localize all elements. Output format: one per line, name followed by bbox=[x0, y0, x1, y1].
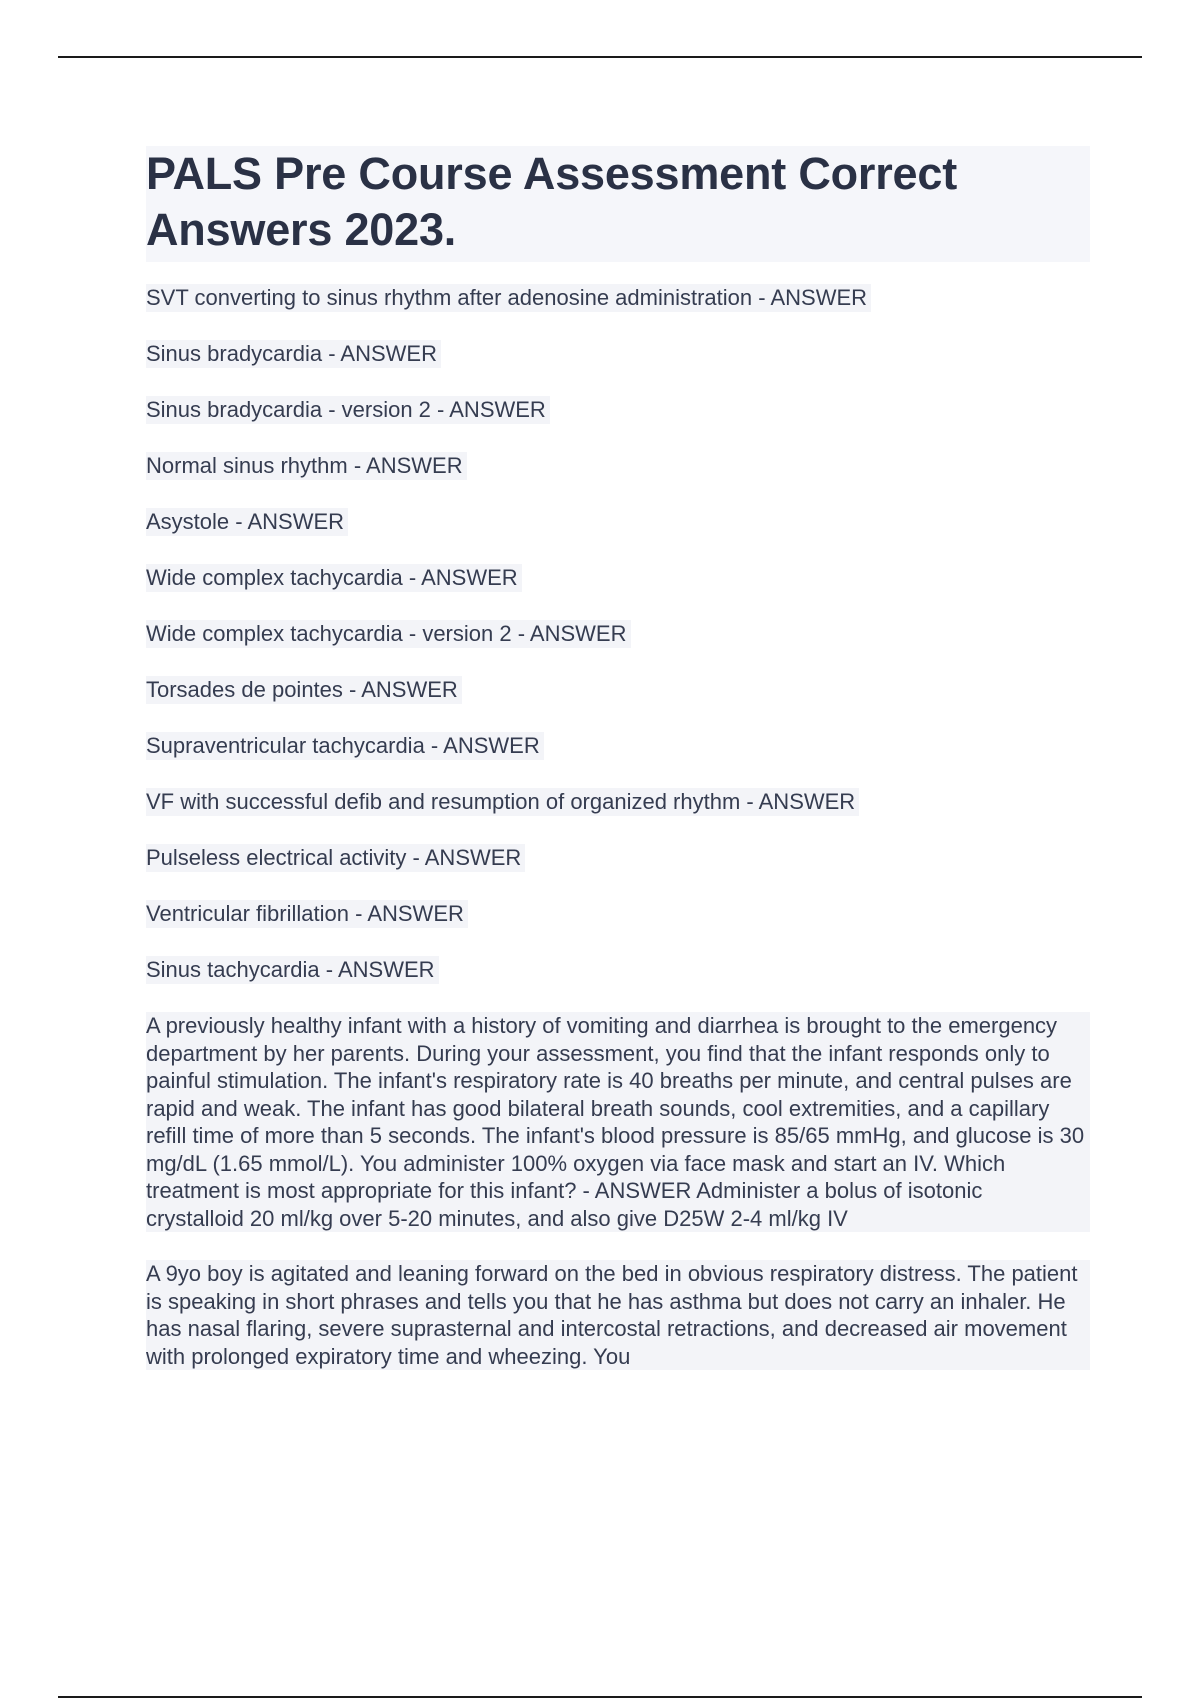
list-item bbox=[146, 788, 1090, 816]
list-item bbox=[146, 620, 1090, 648]
list-item-text: Normal sinus rhythm - ANSWER bbox=[146, 452, 467, 480]
list-item bbox=[146, 284, 1090, 312]
question-text: A 9yo boy is agitated and leaning forward on the bed in obvious respiratory distress. The patient is speaking in short phrases and tells you that he has asthma but does not carry an inhaler. He has nasal flaring, severe suprasternal and intercostal retractions, and decreased air movement with prolonged expiratory time and wheezing. You bbox=[146, 1260, 1090, 1370]
list-item-text: Sinus tachycardia - ANSWER bbox=[146, 956, 439, 984]
question-text: A previously healthy infant with a history of vomiting and diarrhea is brought to the emergency department by her parents. During your assessment, you find that the infant responds only to painful stimulation. The infant's respiratory rate is 40 breaths per minute, and central pulses are rapid and weak. The infant has good bilateral breath sounds, cool extremities, and a capillary refill time of more than 5 seconds. The infant's blood pressure is 85/65 mmHg, and glucose is 30 mg/dL (1.65 mmol/L). You administer 100% oxygen via face mask and start an IV. Which treatment is most appropriate for this infant? - ANSWER Administer a bolus of isotonic crystalloid 20 ml/kg over 5-20 minutes, and also give D25W 2-4 ml/kg IV bbox=[146, 1012, 1090, 1232]
title-block bbox=[146, 146, 1090, 262]
list-item-text: VF with successful defib and resumption of organized rhythm - ANSWER bbox=[146, 788, 859, 816]
list-item-text: Torsades de pointes - ANSWER bbox=[146, 676, 462, 704]
list-item-text: Ventricular fibrillation - ANSWER bbox=[146, 900, 468, 928]
list-item bbox=[146, 340, 1090, 368]
list-item-text: Wide complex tachycardia - version 2 - ANSWER bbox=[146, 620, 631, 648]
document-title: PALS Pre Course Assessment Correct Answers 2023. bbox=[146, 148, 958, 255]
list-item bbox=[146, 676, 1090, 704]
top-rule bbox=[58, 56, 1142, 58]
question-paragraph bbox=[146, 1260, 1090, 1370]
list-item bbox=[146, 396, 1090, 424]
list-item-text: Wide complex tachycardia - ANSWER bbox=[146, 564, 522, 592]
list-item bbox=[146, 452, 1090, 480]
list-item-text: Sinus bradycardia - ANSWER bbox=[146, 340, 441, 368]
bottom-rule bbox=[58, 1696, 1142, 1698]
list-item-text: Supraventricular tachycardia - ANSWER bbox=[146, 732, 544, 760]
list-item-text: Asystole - ANSWER bbox=[146, 508, 348, 536]
list-item-text: Sinus bradycardia - version 2 - ANSWER bbox=[146, 396, 550, 424]
list-item bbox=[146, 900, 1090, 928]
list-item bbox=[146, 956, 1090, 984]
list-item-text: SVT converting to sinus rhythm after adenosine administration - ANSWER bbox=[146, 284, 871, 312]
list-item bbox=[146, 732, 1090, 760]
list-item bbox=[146, 508, 1090, 536]
question-paragraph bbox=[146, 1012, 1090, 1232]
list-item bbox=[146, 564, 1090, 592]
list-item bbox=[146, 844, 1090, 872]
list-item-text: Pulseless electrical activity - ANSWER bbox=[146, 844, 525, 872]
document-body bbox=[146, 146, 1090, 1398]
answer-list bbox=[146, 284, 1090, 984]
